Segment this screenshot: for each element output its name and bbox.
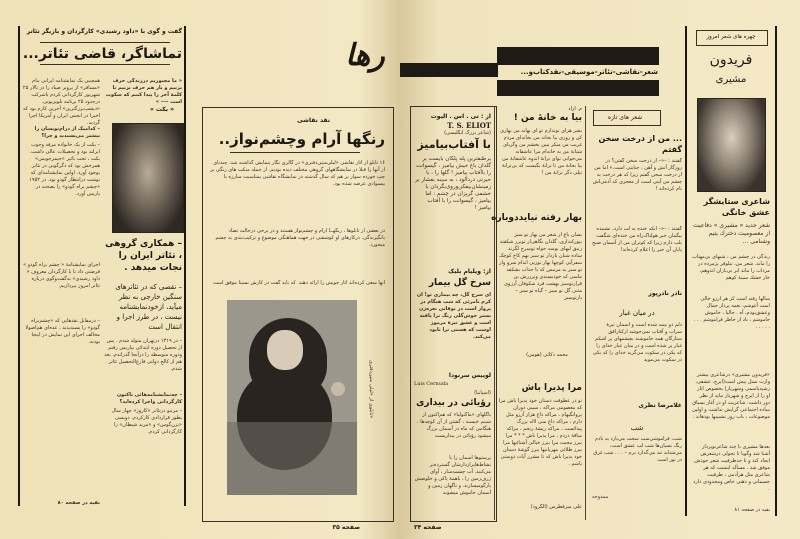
photo-davood-rashidi — [112, 123, 184, 233]
profile-poem: سالها رفته است کز هر آرزو خالی است آغوشم، نغمه پرداز جمال وعشق‌بودم، آه . حالیا ، خاموش خاموشم ، یاد از خاطر فراموشم . . . . . . . . — [693, 296, 770, 330]
beckett-quote: « ما مجبوریم درزندگی حرف بزنیم و بار هم حرف بزنیم تا کلمهٔ آخر را پیدا کنیم که سکوت است ––– » — [105, 78, 182, 104]
column-rule — [685, 26, 687, 516]
interview-intro: همچنین یک نمایشنامه ایرانی بنام «مسافر» از پرویز صیاد را در تالار ۲۵ شهریور کارگردانی کردم باشرکت درحدود ۲۵ برنامه تلویزیونی. «دیشپ‌بزرگترین» آخرین کارم بود که اخیرا در انجمن ایران و آمریکا اجرا گردید. — [22, 78, 100, 126]
interview-body: – در ۱۳۱۹ درتهران متولد شدم . پس از تحصیل دوره ابتدائی بپاریس رفتم ودوره متوسطه را درآنجا گذراندم. بعد هم از کالج دولتی فارغ‌التحصیل تئاتر شدم. — [104, 338, 182, 372]
interview-body: – مرتبو درتئاتر «کاروژ» چهار سال بطور قراردادی کارکردم. دوبسی «بزن‌گوس» و «مرید شیطان» را کارگردانی کردم. — [111, 408, 182, 435]
art-review-body: ۱۶ تابلو از آثار نقاشی «لیلی‌متین‌دفتری» در گالری نگار بنمایش گذاشته شد. چندتای از آنها را قبلا در نمایشگاههای گروهی مختلف دیده بودیم. از جمله منکب های رنگی بر چپ خورده سوار بر هم که سال گذشته در نمایشگاه نقاشی بمناسبت مبارزه با بیسوادی عرضه شده بود. — [210, 160, 385, 187]
column-rule — [585, 106, 586, 520]
column-rule — [18, 26, 20, 506]
column-rule — [775, 26, 777, 516]
dust-poem: دلم دو نیمه شده است و آسمان تیرهٔ سراب و آفتاب نمی‌جوشد ازکنارافق ستارگان همه خاموشند بچشمهای پر اشکم غبار پر شده است و در میان غبار خدای را که یکی در سکوت می‌گرید خدای را که یکی در سکوت می‌موید — [592, 322, 682, 363]
painting-girl — [227, 300, 357, 495]
divider — [40, 64, 170, 65]
profile-headline: شاعری ستایشگر عشق خانگی — [703, 197, 770, 217]
night-author: ممدوحه — [592, 494, 609, 500]
interview-question: – کدامیک از درام‌نویسان را بیشتر می‌پسندید و چرا؟ — [34, 126, 100, 139]
art-review-title: رنگها آرام وچشم‌نواز.. — [218, 130, 385, 148]
eliot-byline-en: T. S. ELIOT — [447, 121, 491, 130]
cernuda-poem: پرستوها آسمان را با نشاط‌هایرازدارشان گسترده‌تر می‌کنند. آب چشمه‌سار ، آوای ژرف‌زمین را ، باهمهٔ پاکی و خلوصش بازگو‌میسازند. و ناگهان زمین و آسمان خاموش میشوند — [414, 455, 491, 496]
interview-title: تماشاگر، قاضی تئاتر... — [22, 46, 182, 62]
section-banner: شعر-نقاشی-تئاتر-موسیقی-نقدکتاب‌و... — [520, 68, 658, 76]
bride-title: مرا پذیرا باش — [521, 383, 582, 393]
cernuda-note: (اسپانیا) — [474, 390, 491, 396]
pullquote: – نقصی که در تئاترهای سنگین خارجی به نظر میآید، ازخودنمایشنامه نیست ، در طرز اجرا و انتقال است — [115, 283, 182, 331]
azad-poem: بشر هرای توندارم تو ای بهانه من بهاری کن و روزی بیا بخانه من بخانه‌ای مردم غریب من منکر بیین بخشم من وگریای شبانهٔ من به خانه‌ام مرا عاشقانه می‌خوانی توای ترانهٔ اندوه عاشقانهٔ من بیا بخانهٔ من تا ترانهٔ بگیست که بی‌ترانهٔ تیلی دگر ترانهٔ من ! — [500, 128, 582, 176]
divider — [40, 42, 170, 43]
column-rule — [184, 26, 186, 506]
painting-face — [267, 330, 303, 370]
night-title: شب — [630, 424, 644, 432]
profile-body: «فریدون مشیری» درشاعری بیشتر وارث نسل پیش است(ایرج، عشقی، رشیدیاسمی وشهریار) بخصوص اثار او را از ایرج و شهریار نباید از نظر دور داشت. شاعریت او در آغاز بسیاق ساده اجتماعی گرایش نداشت و اولین موضوعات ، باب روز تشبیبها بودهاند . — [692, 372, 770, 420]
profile-label: چهره های شعر امروز — [706, 34, 756, 40]
cernuda-byline-en: Luis Cernuda — [414, 381, 449, 387]
cernuda-byline: لوییس سرنودا — [448, 372, 491, 379]
spring-author: محمد ذکائی (هومن) — [526, 352, 568, 358]
divider — [230, 152, 360, 153]
azad-byline: م. آزاد — [568, 106, 582, 112]
dust-title: در میان غبار — [619, 309, 655, 317]
bride-author: علی میرفطرس (الگرود) — [530, 504, 582, 510]
column-rule — [494, 106, 495, 520]
eliot-note: (شاعر بزرگ انگلیسی) — [444, 130, 491, 136]
profile-body: بعدها مشیری با چند شاعرنوپرداز آشنا شد وگویا تا تحولی درشعرش ایجاد کند و تا حدظرفیت شعر خودش موفق شد . مسأله اینست که هر شاعری مثل هرآدمی ، ظرفیت جسمانی و ذهنی خاص ومحدودی دارد . — [693, 444, 770, 492]
pullquote: – همکاری گروهی ، تئاتر ایران را نجات میدهد . — [105, 239, 182, 273]
cernuda-poem: باگلهای «ماگنولیا» که هم‌اکنون از شبنم خیسند ، گشتن از آن کوچه‌ها ، هنگامی که ماه در آسمان بزرگ میشود رؤیائی در بیداریست — [417, 412, 491, 439]
magazine-logo: رها — [345, 38, 385, 73]
fresh-poetry-poem: گفتند : –«– آنکه خنده به لب دارد، نشنیده بیگمان خبر هولناک‌راه من خنده‌ای شگفت بلب دارم زیرا که کوتران من از آسمان صبح پایان آن خبر را اعلام کرده‌اند! — [592, 226, 682, 253]
fresh-poetry-label: شعر های تازه — [607, 114, 643, 121]
fresh-poetry-title: ... من از درخت سخن گفتم — [598, 134, 682, 154]
azad-title: بیا به خانهٔ من ! — [513, 113, 582, 123]
fresh-poetry-author: نادر نادرپور — [648, 290, 682, 297]
painting-table — [227, 422, 357, 495]
eliot-title: با آفتاب‌بیامیز — [417, 138, 491, 151]
banner-bar — [497, 47, 659, 65]
blake-byline: از: ویلیام بلیک — [448, 268, 491, 275]
fresh-poetry-poem: گفتند : –«– از درخت سخن گفتن؟ در روزگار آتش و آهن ، جنایتی است.» اما من از درخت سخن گفتم زیرا که هر درخت به چشم من آیتی است از معجزی که آدمی‌اش نام کرده‌اند ! — [592, 158, 682, 192]
interview-body: – بکت از یک خانواده مرفه وخوب ایرلند بود و تحصیلات عالی داشت. بکت ، تحت تاثیر «جیمزجویس» همرخش بود که دگرگونی در تئاتر بوجود آورد. اولین نمایشنامه‌ای که نوشت درانتظار گودو بود. در ۱۹۵۲ «چشم براه گودو» را بصحنه در پاریس آورد. — [29, 142, 100, 197]
profile-name-last: مشیری — [715, 74, 747, 85]
art-review-kicker: نقد نقاشی — [297, 117, 330, 124]
photo-fereydoon-moshiri — [697, 98, 766, 192]
beckett-quote-author: « بکت » — [149, 106, 174, 113]
profile-poem: زندگی در چشم من ، شبهای بی‌مهتاب را ماند. شعر من، نیلوفر پژمرده در مرداب را ماند ابر بی‌باران اندوهم، خار خشك سینهٔ کوهم — [692, 254, 770, 281]
interview-body: اجرای نمایشنامهٔ « چشم براه گودو » فرصتی داد تا با کارگردان معروف « داود رشیدی» به‌گفت‌وگوی درباره تئاتر امروز بپردازیم. — [23, 262, 100, 289]
dust-author: غلامرضا نظری — [638, 402, 682, 409]
blake-title: سرخ گل بیمار — [428, 278, 491, 288]
art-review-closing: آنها سعی کرده‌اند آثار خویش را ارائه دهند. که باید گفت در کارش نسبتا موفق است — [213, 280, 385, 286]
painting-flower — [331, 382, 345, 396]
page-number: صفحه ۳۴ — [414, 524, 442, 531]
eliot-poem: برطنفترین پله پلکان بایست بر گلدان باغ خیش بیامیز ، گیسوانت را باآفتاب بیامیز ! گلها را ، با حیرتی دردآلود ، به سینه بفشار بر زمینشان‌بیفکن‌وروی‌بگردان با خشمی گریزان در چشم : اما بیامیز ، گیسوانت را با آفتاب بیامیز ! — [415, 156, 491, 211]
interview-body: – درمقابل نقدهایی که «چشم‌براه گودو» را پسندیدند ، عده‌ای هم‌اصولا مخالف اجرای این نمایش در اینجا بودند. — [25, 318, 100, 345]
continued-note: بقیه در صفحه ۸۰ — [57, 500, 100, 506]
spring-title: بهار رفته نیایددوباره — [491, 213, 582, 223]
blake-poem: ای سرخ گل، چه بیماری تو! ان کرم نامرئی که شب هنگام در پرواز است در توفانی نعره‌زن بستر خوش‌گلی رنگ ترا یافته است و عشق تیرهٔ مرموز اوست که هستی ترا نابود می‌کند. — [416, 292, 491, 340]
continued-note: بقیه در صفحه ۸۱ — [734, 507, 770, 513]
night-poem: شب، فراموشی‌ست سخت می‌بارد به بادم رنگ نسیان‌ها شب لب عشق است، می‌شتابد تند می‌گدازد نرم – . . . شب غرق در نور است — [593, 436, 682, 463]
interview-question: – چه‌نمایشنامه‌هائی تاکنون کارگردانی واجرا کرده‌اید؟ — [116, 392, 182, 405]
profile-name-first: فریدون — [709, 52, 753, 68]
profile-lede: شعر جدید « مشیری » دفاعیت از معصومیت دخترك یتیم وشنامی ... — [693, 222, 770, 245]
art-review-body: در بعضی از تابلوها ، رنگهــا آرام و چشم‌نواز هستند و در برخی درحالت تضاد بانگیزندگی. درکارهای او کوششی در جهت هماهنگی موضوع و ترکیب‌بندی به چشم میخورد. — [215, 228, 385, 248]
banner-bar — [497, 80, 659, 96]
page-number: صفحه ۳۵ — [332, 524, 360, 531]
banner-bar — [400, 63, 498, 77]
bride-poem: تو در عطوفت دستان خود پذیرا باش مرا که معصومی مراکه ، سیبی دوران پروانگیهام ، مراکه داغ هزار آرزو مثل دارم ، مراکه داغ سی لاله بزرگ پیدائست ، مراکه ریشهٔ رنجم ، مراکه ساقهٔ دردم ، مرا پذیرا باش * * * مرا ببرز محبت مرا ببرز خیالی آشنائیها مرا ببرز طلائی مهربانیها ببرز گوشهٔ دستان خود پذیرا باش که تا مشرر آیات دوستی باشم . — [498, 398, 582, 467]
eliot-byline: از : تی . اس . الیوت — [430, 113, 491, 120]
painting-caption: تابلوی از «لیلی متین‌دفتری» — [368, 360, 374, 419]
spring-poem: بسان باغ از شعر من بهار تو سبز بپورکندازی، گلدان نگاهی‌ار توبرز شکفته زنبق لبهای بوسه خواه توسرخ لگرند ساده شبان نازدار تو سبز بهم کاخ کوچک سفرآیی کوچها بهار توزبی اندام سرو وار تو سبز به مرمس که با جذاب بشکفد ماسی که خودبسندی وترزرش بن قرارتوسبز بهشت فرد شکوفان آرزوی مثنی گل تو سبز – گیاه تو سبز – بارتوسبز — [498, 232, 582, 301]
interview-kicker: گفت و گوی با «داود رشیدی» کارگردان و بازیگر تئاتر — [26, 28, 182, 35]
cernuda-title: رؤیائی در بیداری — [416, 398, 491, 408]
